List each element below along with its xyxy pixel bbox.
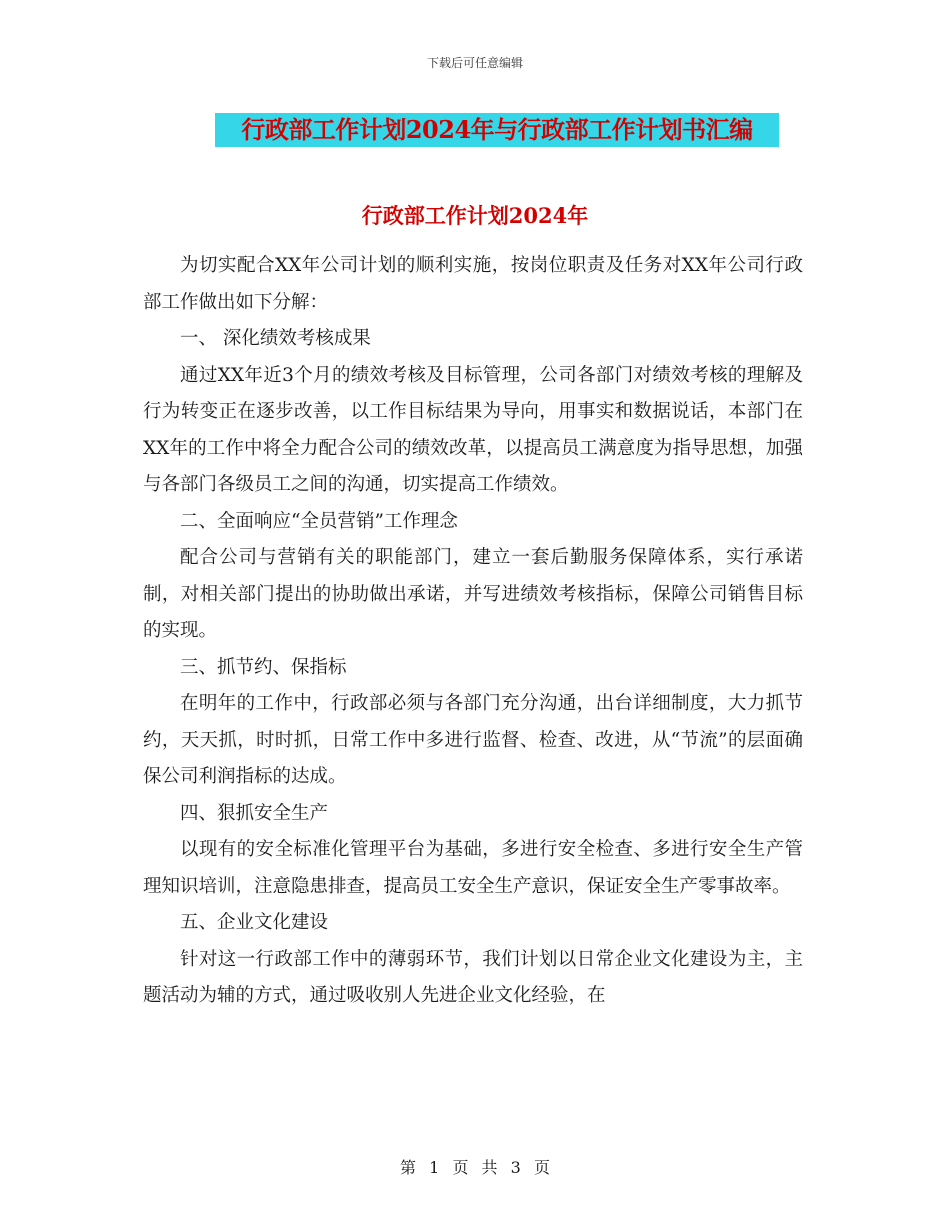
paragraph-intro: 为切实配合XX年公司计划的顺利实施，按岗位职责及任务对XX年公司行政部工作做出如下分解： xyxy=(143,255,803,313)
heading-5: 五、企业文化建设 xyxy=(180,912,329,933)
footer-prefix: 第 xyxy=(400,1158,417,1177)
footer-total-label: 共 xyxy=(481,1158,498,1177)
footer-page-label: 页 xyxy=(452,1158,469,1177)
section-title: 行政部工作计划2024年 xyxy=(361,203,589,228)
footer-page-number: 1 xyxy=(429,1158,440,1177)
paragraph-4: 以现有的安全标准化管理平台为基础，多进行安全检查、多进行安全生产管理知识培训，注意隐患排查，提高员工安全生产意识，保证安全生产零事故率。 xyxy=(143,839,803,897)
page-header-note: 下载后可任意编辑 xyxy=(426,56,523,70)
paragraph-1: 通过XX年近3个月的绩效考核及目标管理，公司各部门对绩效考核的理解及行为转变正在逐步改善，以工作目标结果为导向，用事实和数据说话，本部门在XX年的工作中将全力配合公司的绩效改革，以提高员工满意度为指导思想，加强与各部门各级员工之间的沟通，切实提高工作绩效。 xyxy=(143,364,803,495)
page-footer xyxy=(0,1155,950,1178)
heading-2: 二、全面响应“全员营销”工作理念 xyxy=(180,510,458,532)
heading-1: 一、 深化绩效考核成果 xyxy=(180,328,371,349)
heading-3: 三、抓节约、保指标 xyxy=(180,656,347,678)
document-title: 行政部工作计划2024年与行政部工作计划书汇编 xyxy=(215,113,779,147)
footer-total-pages: 3 xyxy=(510,1158,521,1177)
body-text xyxy=(143,248,803,1015)
paragraph-2: 配合公司与营销有关的职能部门，建立一套后勤服务保障体系，实行承诺制，对相关部门提出的协助做出承诺，并写进绩效考核指标，保障公司销售目标的实现。 xyxy=(143,547,803,641)
heading-4: 四、狠抓安全生产 xyxy=(180,802,329,824)
paragraph-3: 在明年的工作中，行政部必须与各部门充分沟通，出台详细制度，大力抓节约，天天抓，时时抓，日常工作中多进行监督、检查、改进，从“节流”的层面确保公司利润指标的达成。 xyxy=(143,693,803,787)
footer-suffix: 页 xyxy=(533,1158,550,1177)
paragraph-5: 针对这一行政部工作中的薄弱环节，我们计划以日常企业文化建设为主，主题活动为辅的方式，通过吸收别人先进企业文化经验，在 xyxy=(143,948,803,1006)
